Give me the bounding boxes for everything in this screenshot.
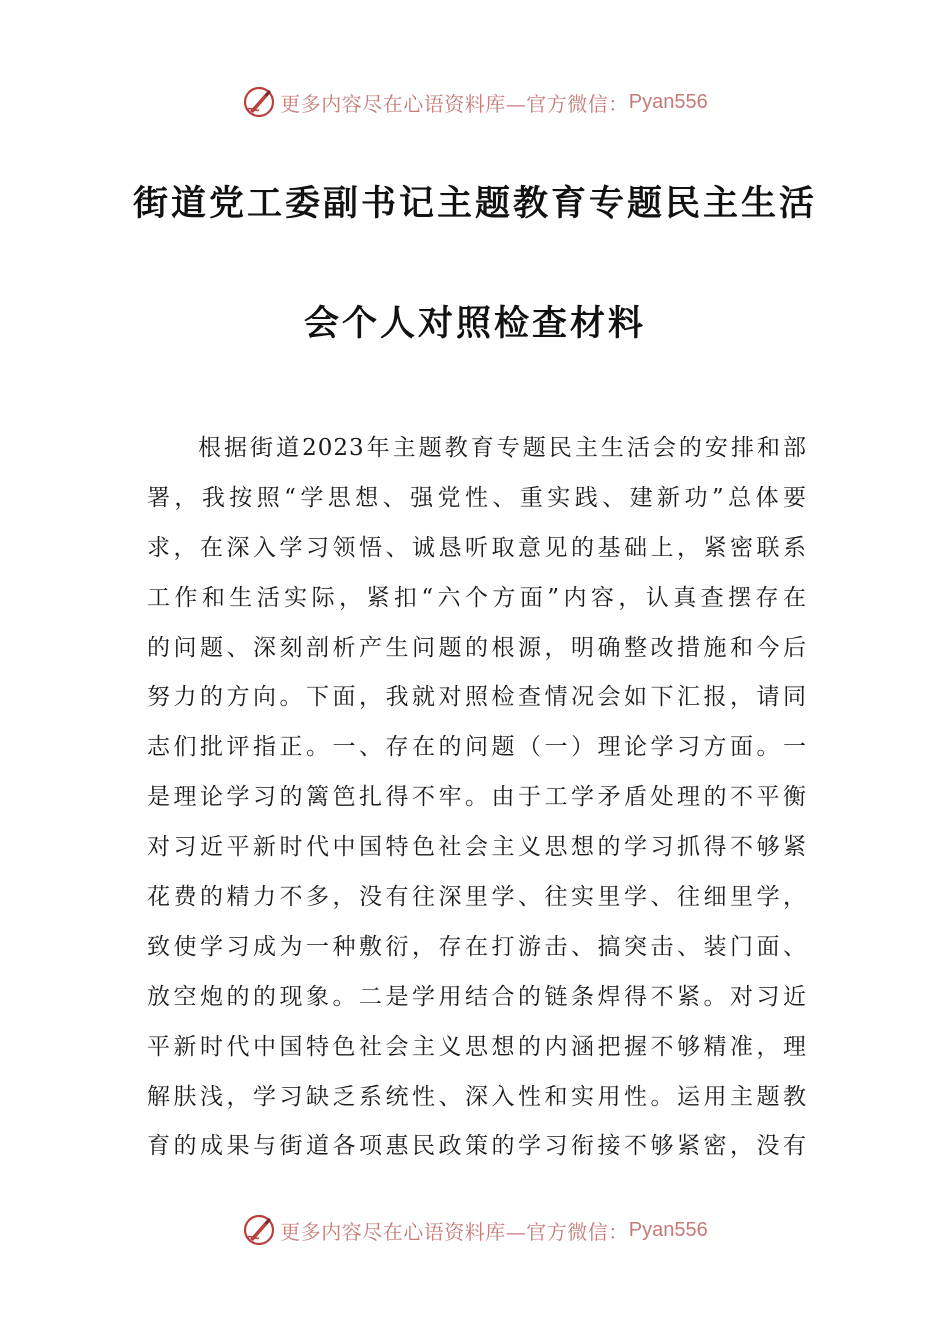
body-line: 对习近平新时代中国特色社会主义思想的学习抓得不够紧 xyxy=(147,834,807,861)
watermark-wechat-id: Pyan556 xyxy=(628,90,708,113)
watermark-text: 更多内容尽在心语资料库—官方微信： xyxy=(280,1219,629,1244)
body-line: 根据街道2023年主题教育专题民主生活会的安排和部 xyxy=(198,435,807,461)
watermark-banner-top xyxy=(0,82,950,122)
pen-circle-logo-icon xyxy=(242,1213,276,1247)
body-line: 志们批评指正。一、存在的问题（一）理论学习方面。一 xyxy=(147,734,807,761)
body-line: 署，我按照“学思想、强党性、重实践、建新功”总体要 xyxy=(147,484,807,511)
document-body xyxy=(147,424,807,1172)
watermark-wechat-id: Pyan556 xyxy=(628,1218,708,1241)
body-line: 是理论学习的篱笆扎得不牢。由于工学矛盾处理的不平衡 xyxy=(147,784,807,811)
watermark-banner-bottom xyxy=(0,1210,950,1250)
body-line: 育的成果与街道各项惠民政策的学习衔接不够紧密，没有 xyxy=(147,1133,807,1160)
watermark-text: 更多内容尽在心语资料库—官方微信： xyxy=(280,91,629,116)
body-line: 平新时代中国特色社会主义思想的内涵把握不够精准，理 xyxy=(147,1033,807,1060)
body-line: 求，在深入学习领悟、诚恳听取意见的基础上，紧密联系 xyxy=(147,534,807,561)
document-title-line-1: 街道党工委副书记主题教育专题民主生活 xyxy=(132,183,817,224)
body-line: 的问题、深刻剖析产生问题的根源，明确整改措施和今后 xyxy=(147,634,807,661)
body-line: 工作和生活实际，紧扣“六个方面”内容，认真查摆存在 xyxy=(147,584,807,611)
body-line: 放空炮的的现象。二是学用结合的链条焊得不紧。对习近 xyxy=(147,983,807,1010)
body-line: 努力的方向。下面，我就对照检查情况会如下汇报，请同 xyxy=(147,684,807,711)
document-title-line-2: 会个人对照检查材料 xyxy=(303,303,646,344)
body-line: 花费的精力不多，没有往深里学、往实里学、往细里学， xyxy=(147,884,807,911)
pen-circle-logo-icon xyxy=(242,85,276,119)
body-line: 解肤浅，学习缺乏系统性、深入性和实用性。运用主题教 xyxy=(147,1083,807,1110)
body-line: 致使学习成为一种敷衍，存在打游击、搞突击、装门面、 xyxy=(147,933,807,960)
